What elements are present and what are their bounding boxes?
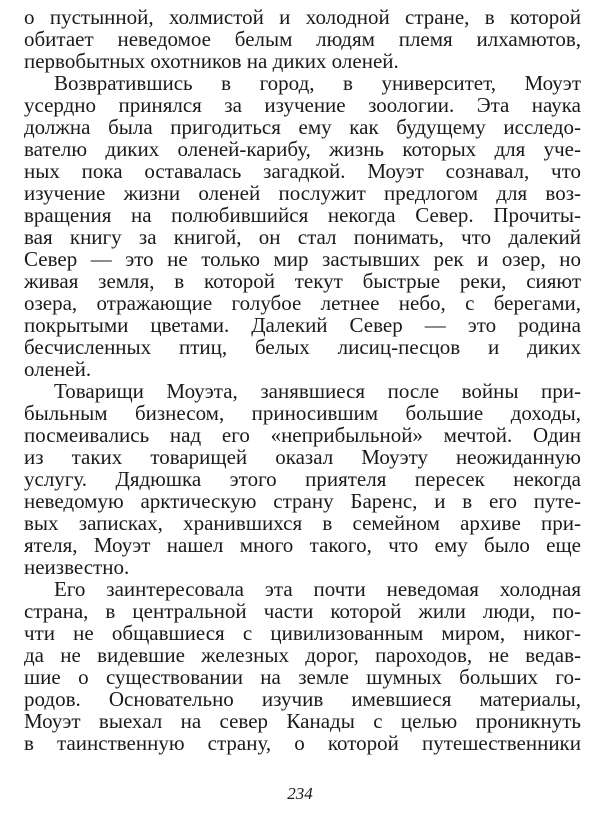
body-text <box>24 6 581 754</box>
text-line: вателю диких оленей-карибу, жизнь которых для уче- <box>24 137 581 161</box>
text-line: обитает неведомое белым людям племя илхамютов, <box>24 27 581 51</box>
text-line: вая книгу за книгой, он стал понимать, что далекий <box>24 225 581 249</box>
page-number: 234 <box>287 784 313 803</box>
text-line: страна, в центральной части которой жили люди, по- <box>24 599 581 623</box>
text-line: Север — это не только мир застывших рек и озер, но <box>24 247 581 271</box>
text-line: оленей. <box>24 357 92 381</box>
text-line: изучение жизни оленей послужит предлогом для воз- <box>24 181 581 205</box>
text-line: вых записках, хранившихся в семейном архиве при- <box>24 511 581 535</box>
text-line: ных пока оставалась загадкой. Моуэт сознавал, что <box>24 159 581 183</box>
text-line: вращения на полюбившийся некогда Север. Прочиты- <box>24 203 581 227</box>
text-line: родов. Основательно изучив имевшиеся материалы, <box>24 687 581 711</box>
text-line: бесчисленных птиц, белых лисиц-песцов и диких <box>24 335 581 359</box>
text-line: шие о существовании на земле шумных больших го- <box>24 665 581 689</box>
text-line: первобытных охотников на диких оленей. <box>24 49 399 73</box>
text-line: покрытыми цветами. Далекий Север — это родина <box>24 313 581 337</box>
text-line: из таких товарищей оказал Моуэту неожиданную <box>24 445 581 469</box>
text-line: усердно принялся за изучение зоологии. Эта наука <box>24 93 581 117</box>
text-line: Товарищи Моуэта, занявшиеся после войны при- <box>54 379 581 403</box>
text-line: должна была пригодиться ему как будущему исследо- <box>24 115 581 139</box>
text-line: неизвестно. <box>24 555 130 579</box>
text-line: посмеивались над его «неприбыльной» мечтой. Один <box>24 423 581 447</box>
text-line: озера, отражающие голубое летнее небо, с берегами, <box>24 291 581 315</box>
text-line: Возвратившись в город, в университет, Моуэт <box>54 71 581 95</box>
text-line: чти не общавшиеся с цивилизованным миром, никог- <box>24 621 581 645</box>
text-line: Его заинтересовала эта почти неведомая холодная <box>54 577 581 601</box>
text-line: ятеля, Моуэт нашел много такого, что ему было еще <box>24 533 581 557</box>
text-line: неведомую арктическую страну Баренс, и в его путе- <box>24 489 581 513</box>
text-line: услугу. Дядюшка этого приятеля пересек некогда <box>24 467 581 491</box>
text-line: Моуэт выехал на север Канады с целью проникнуть <box>24 709 581 733</box>
text-line: в таинственную страну, о которой путешественники <box>24 731 581 755</box>
text-line: о пустынной, холмистой и холодной стране, в которой <box>24 5 581 29</box>
text-line: да не видевшие железных дорог, пароходов, не ведав- <box>24 643 581 667</box>
text-line: живая земля, в которой текут быстрые реки, сияют <box>24 269 581 293</box>
text-line: быльным бизнесом, приносившим большие доходы, <box>24 401 581 425</box>
